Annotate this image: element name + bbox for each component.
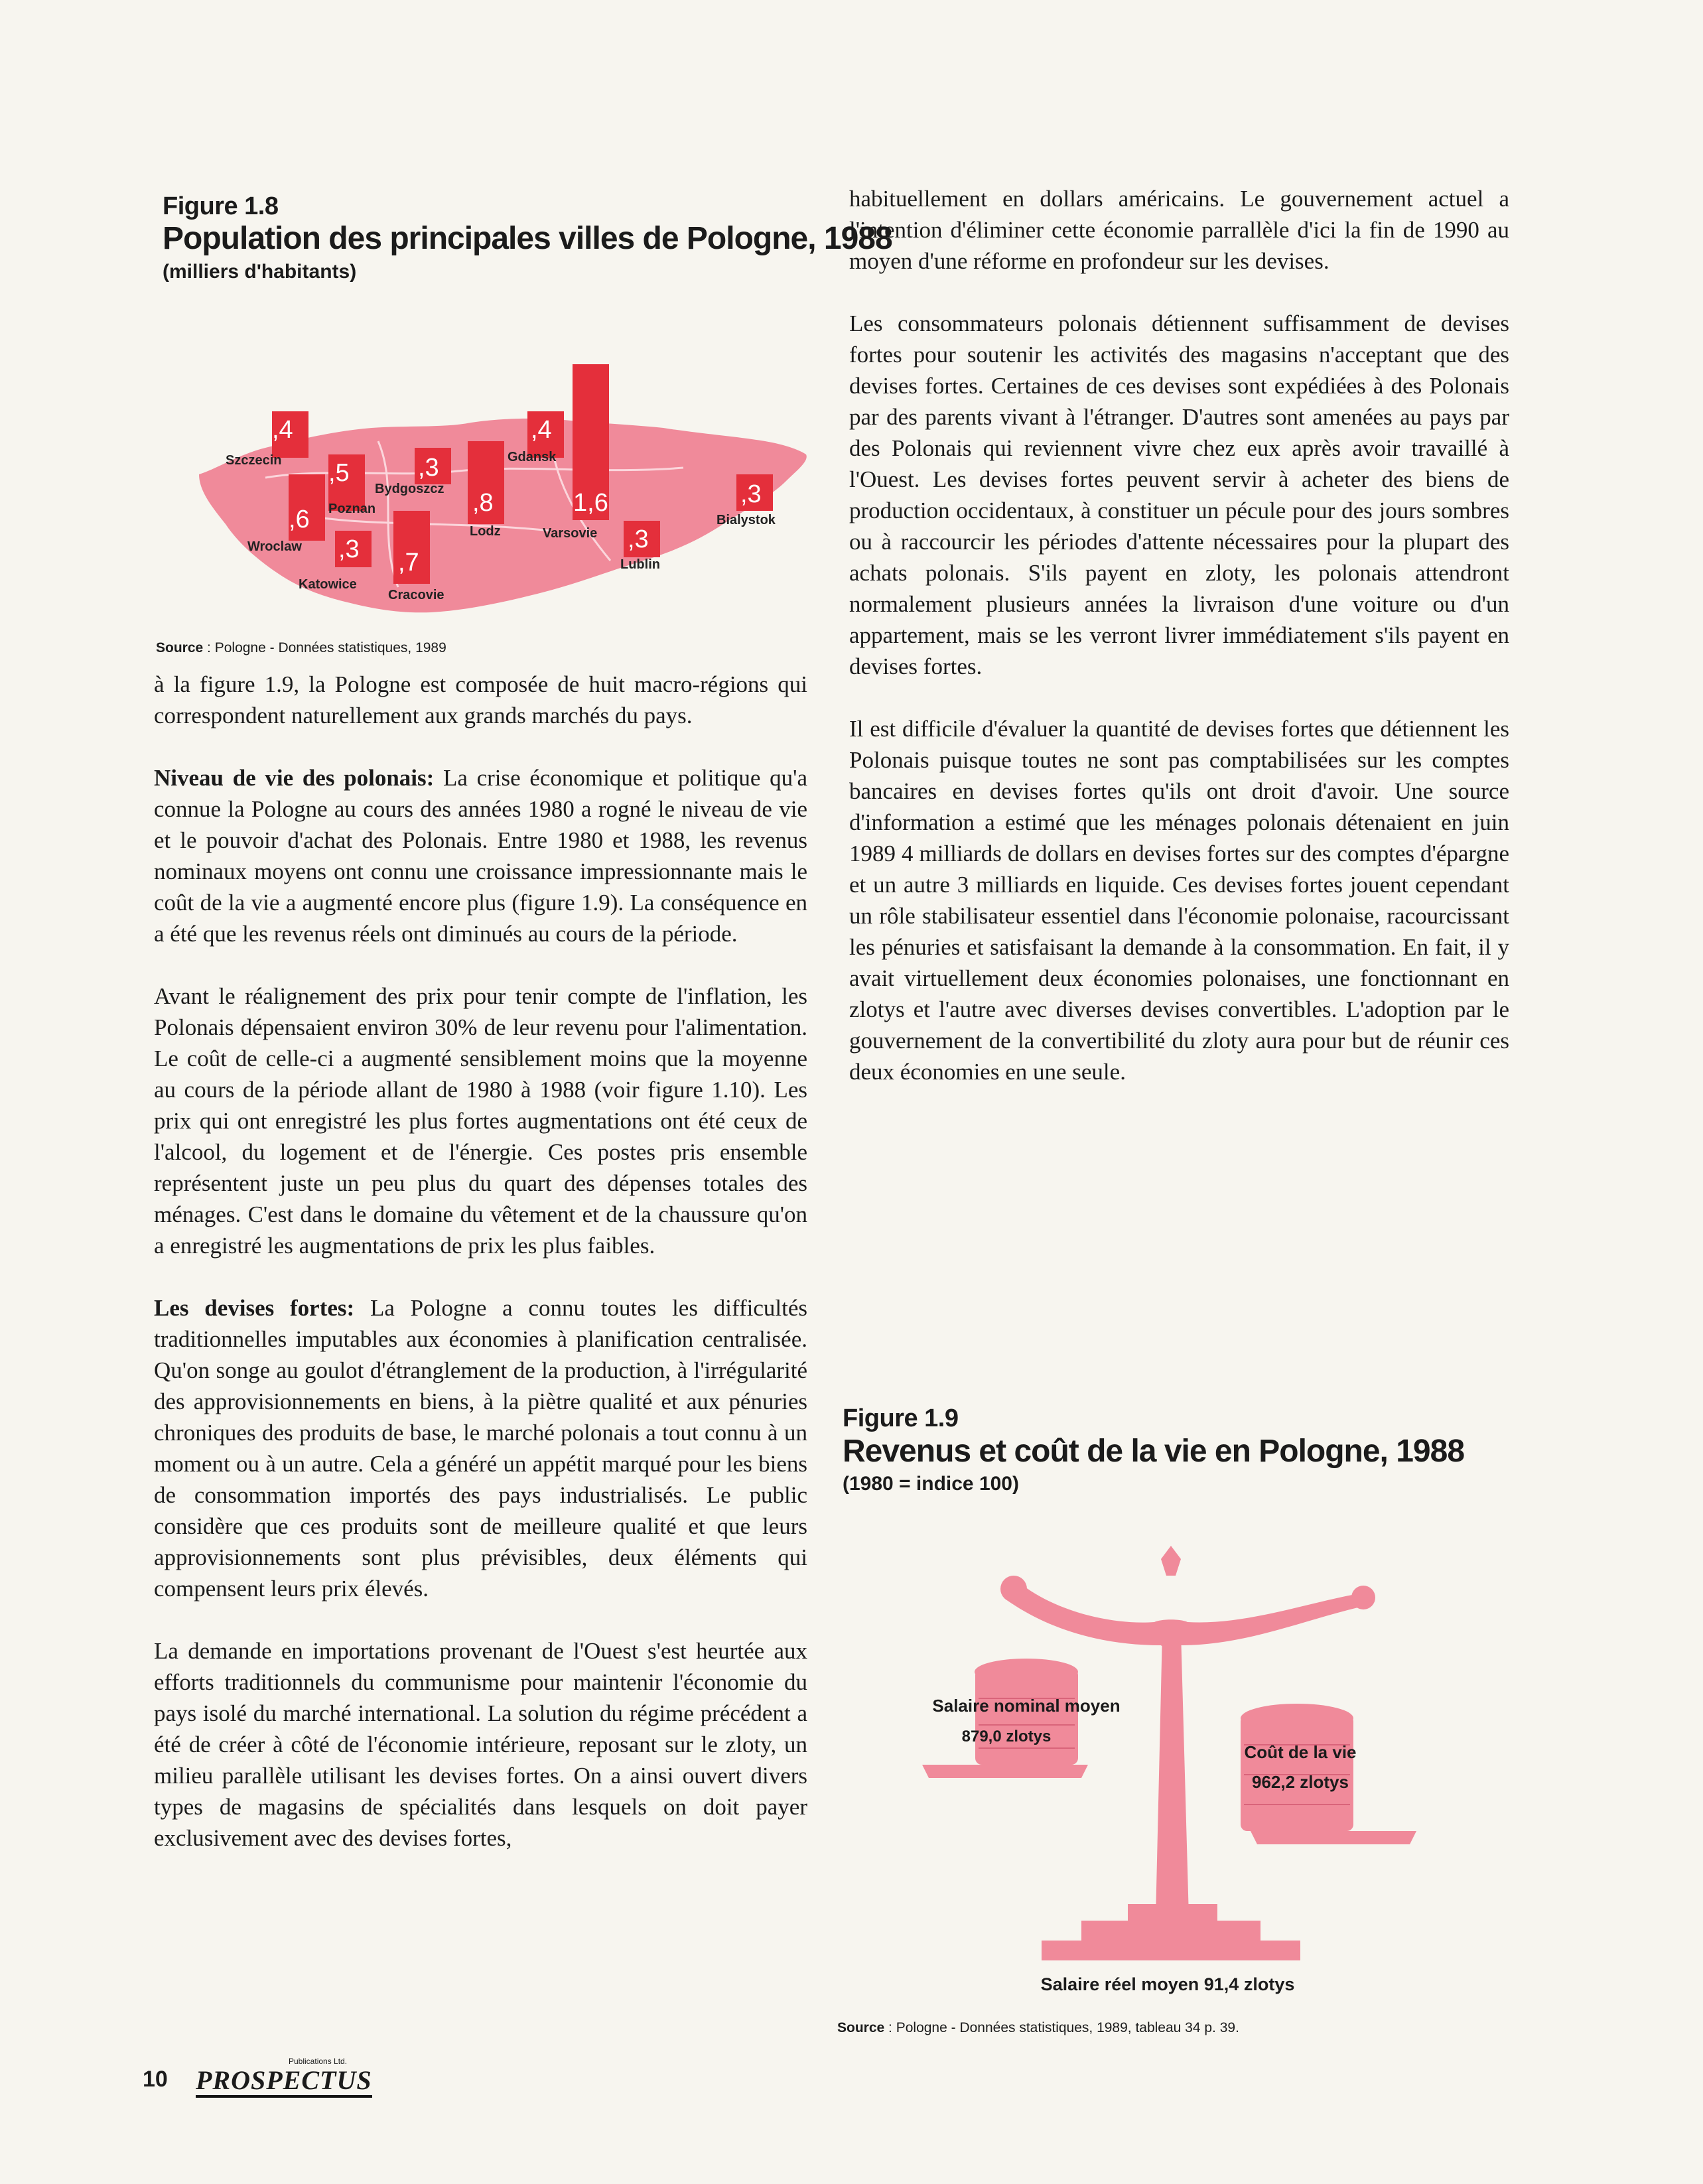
beam-end-right: [1351, 1586, 1375, 1609]
figure-1-8-title: Population des principales villes de Pologne, 1988: [163, 221, 892, 256]
left-pan: [922, 1765, 1088, 1778]
right-label: Coût de la vie: [1244, 1742, 1357, 1762]
left-label: Salaire nominal moyen: [932, 1696, 1121, 1716]
base-label: Salaire réel moyen 91,4 zlotys: [1040, 1974, 1295, 1994]
city-gdansk: Gdansk: [508, 450, 557, 464]
left-column: [154, 669, 807, 1885]
city-poznan: Poznan: [328, 502, 376, 516]
city-lublin: Lublin: [620, 557, 660, 572]
value-gdansk: ,4: [531, 416, 552, 444]
poland-city-map: [179, 362, 829, 627]
city-katowice: Katowice: [299, 577, 357, 592]
publisher-logo: [196, 2057, 372, 2103]
source-label: Source: [156, 640, 204, 655]
source-text: : Pologne - Données statistiques, 1989, tableau 34 p. 39.: [888, 2020, 1239, 2035]
paragraph-body: La Pologne a connu toutes les difficultés traditionnelles imputables aux économies à planification centralisée. Qu'on songe au goulot d'étranglement de la production, à l'irrégularité des approvisionnements en biens, à la piètre qualité et aux pénuries chroniques des produits de base, le marché polonais a tout connu à un moment ou à un autre. Cela a généré un appétit marqué pour les biens de consommation importés des pays industrialisés. Le public considère que ces produits sont de meilleure qualité et que leurs approvisionnements sont plus prévisibles, deux éléments qui compensent leurs prix élevés.: [154, 1295, 807, 1602]
paragraph: La demande en importations provenant de l'Ouest s'est heurtée aux efforts traditionnels du communisme pour maintenir l'économie du pays isolé du marché international. La solution du régime précédent a été de créer à côté de l'économie intérieure, reposant sur le zloty, un milieu parallèle utilisant les devises fortes. On a ainsi ouvert divers types de magasins de spécialités dans lesquels on doit payer exclusivement avec des devises fortes,: [154, 1638, 807, 1851]
logo-text: PROSPECTUS: [196, 2066, 372, 2098]
city-cracovie: Cracovie: [388, 588, 444, 602]
scale-finial: [1161, 1546, 1181, 1576]
value-wroclaw: ,6: [289, 506, 310, 533]
source-label: Source: [837, 2020, 885, 2035]
scale-beam: [1005, 1579, 1371, 1651]
city-bydgoszcz: Bydgoszcz: [375, 482, 444, 496]
figure-1-9-label: Figure 1.9: [843, 1404, 959, 1432]
city-szczecin: Szczecin: [226, 453, 282, 468]
scale-base-step: [1042, 1941, 1300, 1960]
value-lublin: ,3: [628, 525, 649, 553]
scale-base-step: [1128, 1904, 1217, 1921]
right-value: 962,2 zlotys: [1252, 1772, 1349, 1792]
city-bialystok: Bialystok: [716, 513, 776, 527]
paragraph: Avant le réalignement des prix pour tenir compte de l'inflation, les Polonais dépensaient environ 30% de leur revenu pour l'alimentation. Le coût de celle-ci a augmenté sensiblement moins que la moyenne au cours de la période allant de 1980 à 1988 (voir figure 1.10). Les prix qui ont enregistré les plus fortes augmentations ont été ceux de l'alcool, du logement et de l'énergie. Ces postes pris ensemble représentent juste un peu plus du quart des dépenses totales des ménages. C'est dans le domaine du vêtement et de la chaussure qu'on a enregistré les augmentations de prix les plus faibles.: [154, 983, 807, 1259]
figure-1-8-subtitle: (milliers d'habitants): [163, 261, 357, 283]
scale-column: [1156, 1632, 1189, 1917]
value-lodz: ,8: [472, 489, 494, 517]
paragraph: habituellement en dollars américains. Le gouvernement actuel a l'intention d'éliminer cette économie parrallèle d'ici la fin de 1990 au moyen d'une réforme en profondeur sur les devises.: [849, 186, 1509, 274]
figure-1-9-title: Revenus et coût de la vie en Pologne, 1988: [843, 1434, 1465, 1469]
value-katowice: ,3: [338, 535, 360, 563]
left-coin-top: [975, 1659, 1078, 1685]
value-varsovie: 1,6: [573, 489, 608, 517]
page-number: 10: [143, 2067, 168, 2092]
beam-end-left: [1000, 1576, 1027, 1602]
city-varsovie: Varsovie: [543, 526, 598, 541]
paragraph: Les consommateurs polonais détiennent suffisamment de devises fortes pour soutenir les activités des magasins n'acceptant que des devises fortes. Certaines de ces devises sont expédiées à des Polonais par des parents vivant à l'étranger. D'autres sont amenées au pays par des Polonais qui reviennent vivre chez eux après avoir travaillé à l'Ouest. Les devises fortes peuvent servir à acheter des biens de production occidentaux, à constituer un pécule pour des jours sombres ou à raccourcir les périodes d'attente nécessaires pour la plupart des achats polonais. S'ils payent en zloty, les polonais attendront normalement plusieurs années la livraison d'une voiture ou d'un appartement, mais se les verront livrer immédiatement s'ils payent en devises fortes.: [849, 310, 1509, 679]
left-value: 879,0 zlotys: [961, 1728, 1052, 1745]
right-pan: [1251, 1831, 1416, 1844]
paragraph: [154, 762, 807, 949]
city-wroclaw: Wroclaw: [247, 539, 302, 554]
figure-1-9-subtitle: (1980 = indice 100): [843, 1473, 1019, 1495]
value-szczecin: ,4: [272, 416, 293, 444]
paragraph: [154, 1292, 807, 1604]
paragraph: à la figure 1.9, la Pologne est composée de huit macro-régions qui correspondent naturellement aux grands marchés du pays.: [154, 671, 807, 728]
figure-1-8-source: [156, 640, 446, 656]
paragraph-heading: Niveau de vie des polonais:: [154, 765, 435, 791]
right-column: [849, 183, 1509, 1119]
right-coin-top: [1241, 1704, 1353, 1733]
city-lodz: Lodz: [470, 524, 501, 539]
value-bialystok: ,3: [740, 480, 762, 508]
value-bydgoszcz: ,3: [418, 454, 439, 482]
scale-illustration: [843, 1546, 1519, 2010]
source-text: : Pologne - Données statistiques, 1989: [207, 640, 446, 655]
logo-publisher: Publications Ltd.: [289, 2057, 348, 2066]
paragraph-heading: Les devises fortes:: [154, 1295, 355, 1321]
figure-1-8-label: Figure 1.8: [163, 192, 279, 220]
scale-base-step: [1081, 1921, 1260, 1941]
paragraph: Il est difficile d'évaluer la quantité de devises fortes que détiennent les Polonais puisque toutes ne sont pas comptabilisées sur les comptes bancaires en devises fortes qu'ils ont droit d'avoir. Une source d'information a estimé que les ménages polonais détenaient en juin 1989 4 milliards de dollars en devises fortes sur des comptes d'épargne et un autre 3 milliards en liquide. Ces devises fortes jouent cependant un rôle stabilisateur essentiel dans l'économie polonaise, racourcissant les pénuries et satisfaisant la demande à la consommation. En fait, il y avait virtuellement deux économies polonaises, une fonctionnant en zlotys et l'autre avec diverses devises convertibles. L'adoption par le gouvernement de la convertibilité du zloty aura pour but de réunir ces deux économies en une seule.: [849, 716, 1509, 1085]
figure-1-9-source: [837, 2020, 1239, 2036]
paragraph-body: La crise économique et politique qu'a connue la Pologne au cours des années 1980 a rogné le niveau de vie et le pouvoir d'achat des Polonais. Entre 1980 et 1988, les revenus nominaux moyens ont connu une croissance impressionnante mais le coût de la vie a augmenté encore plus (figure 1.9). La conséquence en a été que les revenus réels ont diminués au cours de la période.: [154, 765, 807, 947]
value-poznan: ,5: [328, 459, 350, 487]
value-cracovie: ,7: [398, 549, 419, 577]
map-svg: [179, 362, 829, 627]
scale-svg: [843, 1546, 1519, 2010]
